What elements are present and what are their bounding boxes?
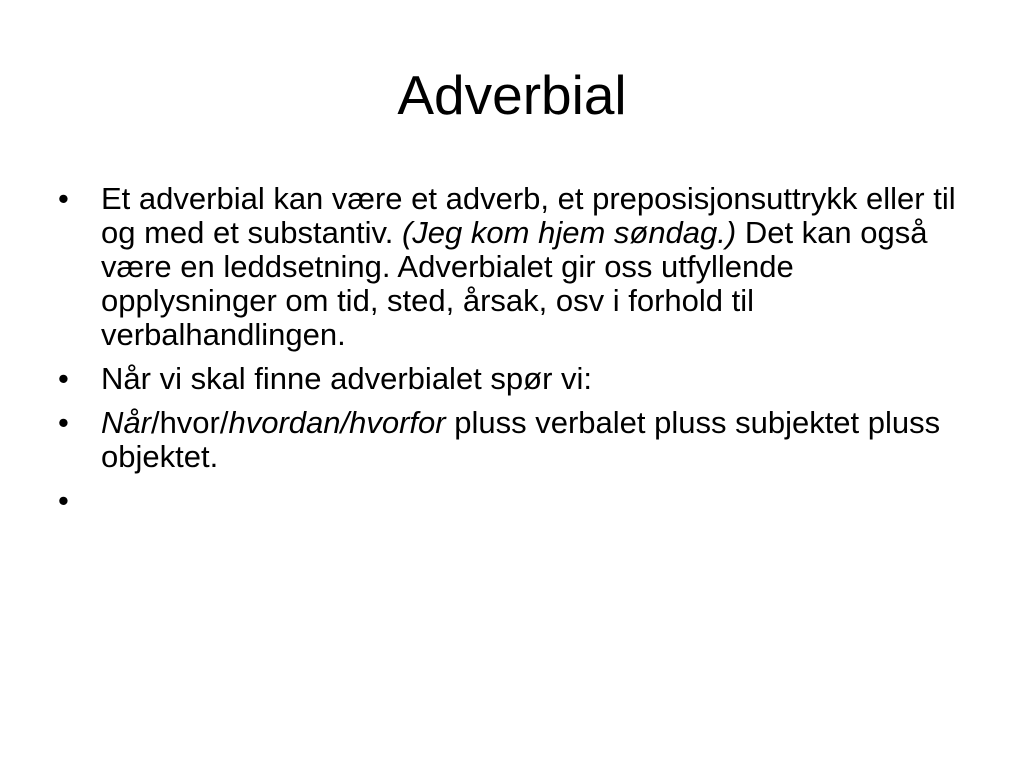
bullet-item-4 bbox=[58, 484, 978, 518]
bullet-icon: • bbox=[58, 181, 69, 216]
bullet-item-3 bbox=[58, 406, 978, 474]
bullet-3-hvordan-hvorfor: hvordan/hvorfor bbox=[228, 405, 446, 440]
bullet-icon: • bbox=[58, 361, 69, 396]
bullet-2-text: Når vi skal finne adverbialet spør vi: bbox=[101, 361, 593, 396]
bullet-1-continuation: Det kan også være en leddsetning. Adverbialet gir oss utfyllende opplysninger om tid, sted, årsak, osv i forhold til verbalhandlingen. bbox=[101, 215, 928, 352]
bullet-3-hvor: /hvor/ bbox=[150, 405, 229, 440]
bullet-1-text: Et adverbial kan være et adverb, et preposisjonsuttrykk eller til og med et substantiv. bbox=[101, 181, 956, 250]
bullet-1-example: (Jeg kom hjem søndag.) bbox=[401, 215, 737, 250]
bullet-3-naar: Når bbox=[101, 405, 151, 440]
bullet-3-text: pluss verbalet pluss subjektet pluss objektet. bbox=[101, 405, 941, 474]
slide-title: Adverbial bbox=[397, 64, 627, 126]
bullet-item-2 bbox=[58, 362, 978, 396]
bullet-item-1 bbox=[58, 182, 978, 352]
bullet-icon: • bbox=[58, 483, 69, 518]
bullet-list bbox=[58, 182, 978, 528]
bullet-icon: • bbox=[58, 405, 69, 440]
